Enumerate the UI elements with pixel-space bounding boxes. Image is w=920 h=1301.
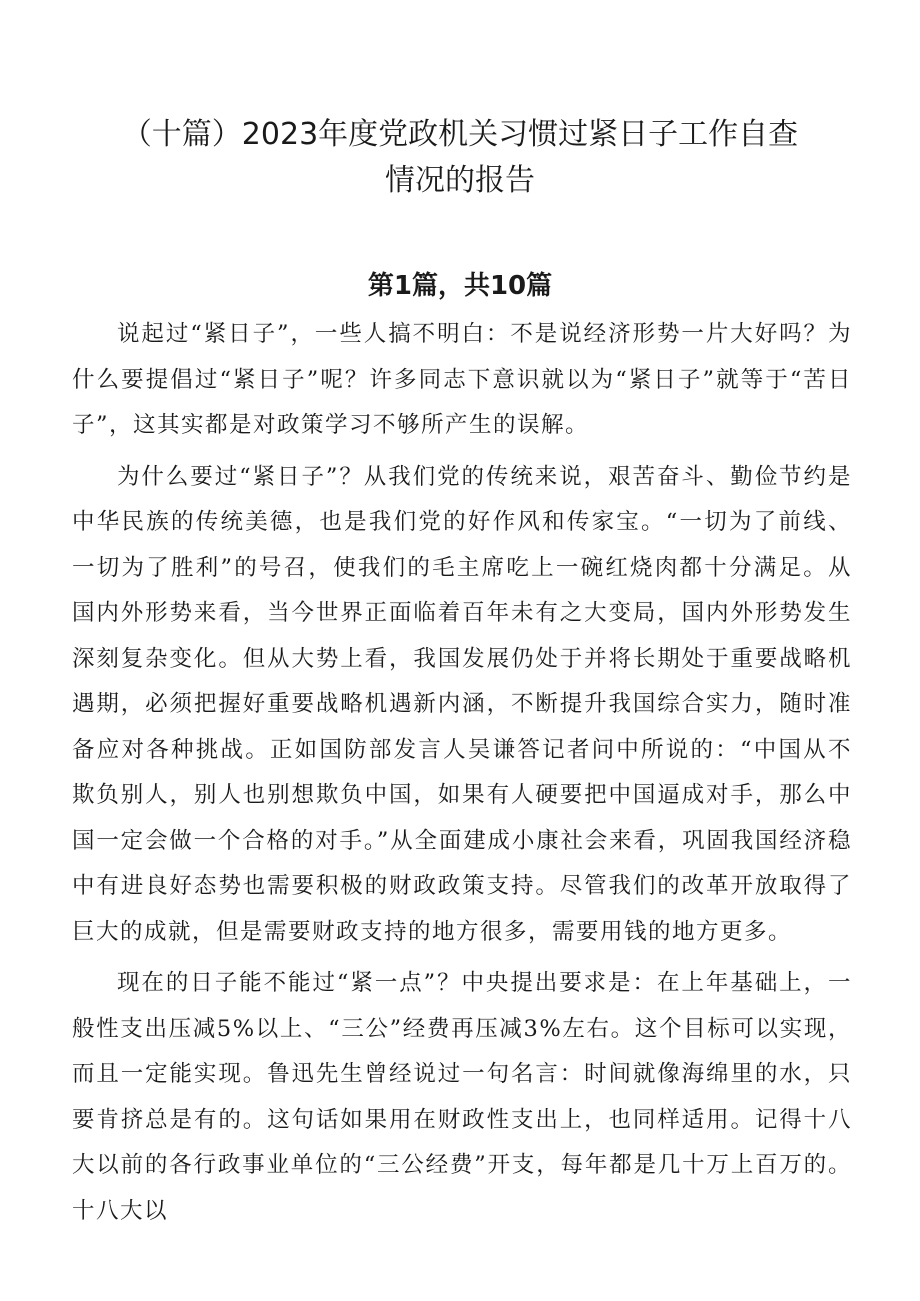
document-title [60, 112, 860, 204]
section-heading: 第1篇，共10篇 [367, 271, 553, 301]
document-title-line-1: （十篇）2023年度党政机关习惯过紧日子工作自查 [121, 117, 799, 152]
paragraph-3: 现在的日子能不能过“紧一点”？中央提出要求是：在上年基础上，一般性支出压减5%以上、“三公”经费再压减3%左右。这个目标可以实现，而且一定能实现。鲁迅先生曾经说过一句名言：时间就像海绵里的水，只要肯挤总是有的。这句话如果用在财政性支出上，也同样适用。记得十八大以前的各行政事业单位的“三公经费”开支，每年都是几十万上百万的。十八大以 [72, 970, 852, 1224]
paragraph-2: 为什么要过“紧日子”？从我们党的传统来说，艰苦奋斗、勤俭节约是中华民族的传统美德，也是我们党的好作风和传家宝。“一切为了前线、一切为了胜利”的号召，使我们的毛主席吃上一碗红烧肉都十分满足。从国内外形势来看，当今世界正面临着百年未有之大变局，国内外形势发生深刻复杂变化。但从大势上看，我国发展仍处于并将长期处于重要战略机遇期，必须把握好重要战略机遇新内涵，不断提升我国综合实力，随时准备应对各种挑战。正如国防部发言人吴谦答记者问中所说的：“中国从不欺负别人，别人也别想欺负中国，如果有人硬要把中国逼成对手，那么中国一定会做一个合格的对手。”从全面建成小康社会来看，巩固我国经济稳中有进良好态势也需要积极的财政政策支持。尽管我们的改革开放取得了巨大的成就，但是需要财政支持的地方很多，需要用钱的地方更多。 [72, 463, 852, 945]
document-body [72, 312, 852, 1240]
paragraph-1: 说起过“紧日子”，一些人搞不明白：不是说经济形势一片大好吗？为什么要提倡过“紧日子”呢？许多同志下意识就以为“紧日子”就等于“苦日子”，这其实都是对政策学习不够所产生的误解。 [72, 321, 852, 438]
document-title-line-2: 情况的报告 [385, 163, 535, 198]
